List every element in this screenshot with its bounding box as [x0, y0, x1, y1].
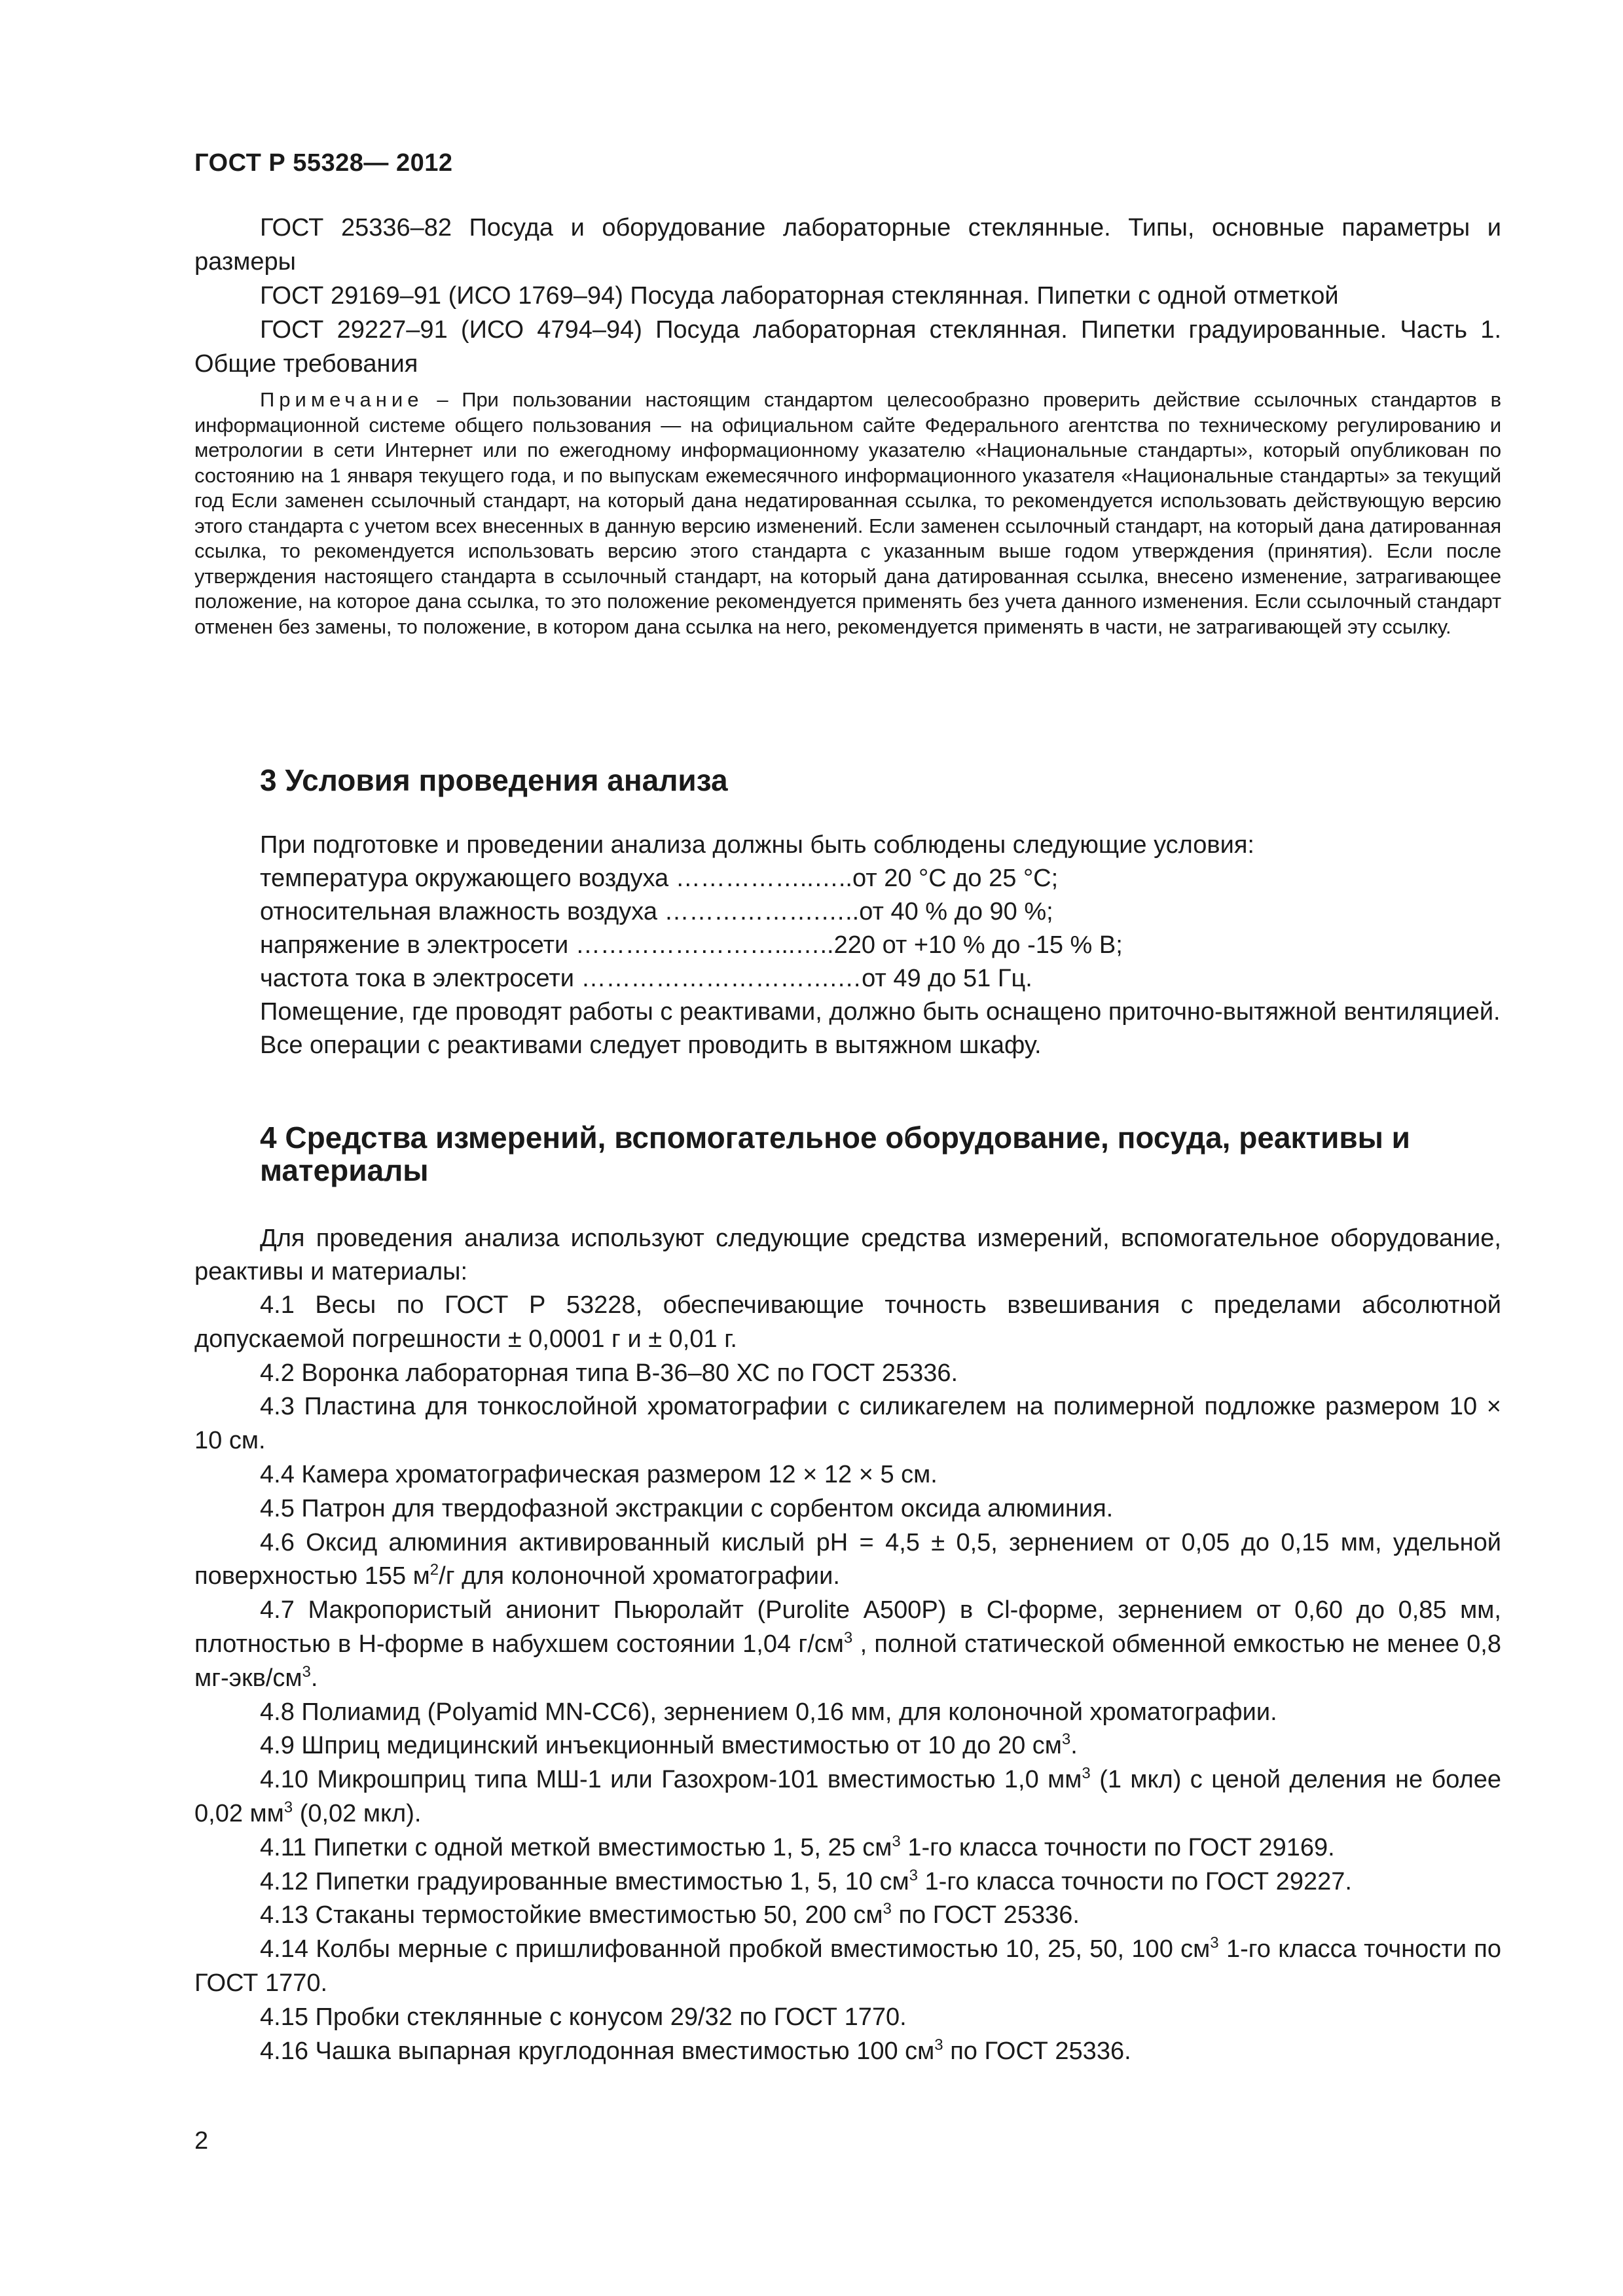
condition-item: температура окружающего воздуха ……………..…..от 20 °С до 25 °С; — [260, 865, 1059, 892]
note-block — [194, 387, 1501, 639]
superscript-exponent: 3 — [1061, 1731, 1071, 1749]
equipment-item-text: /г для колоночной хроматографии. — [439, 1562, 840, 1590]
section-3 — [194, 764, 1501, 797]
equipment-item — [194, 1865, 1501, 1899]
superscript-exponent: 3 — [283, 1798, 293, 1816]
equipment-item — [194, 1390, 1501, 1458]
reference-item: ГОСТ 29169–91 (ИСО 1769–94) Посуда лабораторная стеклянная. Пипетки с одной отметкой — [260, 282, 1339, 310]
equipment-list — [194, 1289, 1501, 2068]
superscript-exponent: 3 — [1210, 1934, 1219, 1952]
equipment-item-text: . — [310, 1664, 318, 1692]
equipment-item — [194, 2001, 1501, 2035]
condition-item: частота тока в электросети ………………………….…от 49 до 51 Гц. — [260, 965, 1032, 992]
equipment-item-text: , полной статической обменной емкостью не менее 0,8 мг-экв/см — [194, 1630, 1501, 1692]
equipment-item-text: 4.11 Пипетки с одной меткой вместимостью 1, 5, 25 см — [260, 1833, 892, 1861]
equipment-item-text: 4.8 Полиамид (Polyamid MN-CC6), зернением 0,16 мм, для колоночной хроматографии. — [260, 1698, 1277, 1726]
section-3-paragraph: Все операции с реактивами следует проводить в вытяжном шкафу. — [260, 1031, 1042, 1059]
equipment-item-text: 4.6 Оксид алюминия активированный кислый рН = 4,5 ± 0,5, зернением от 0,05 до 0,15 мм, удельной поверхностью 155 м — [194, 1528, 1501, 1590]
superscript-exponent: 3 — [1082, 1765, 1091, 1783]
superscript-exponent: 3 — [934, 2036, 943, 2054]
equipment-item-text: 1-го класса точности по ГОСТ 1770. — [194, 1935, 1501, 1997]
note-paragraph — [194, 387, 1501, 639]
equipment-item-text: 4.5 Патрон для твердофазной экстракции с сорбентом оксида алюминия. — [260, 1494, 1114, 1522]
superscript-exponent: 3 — [892, 1832, 901, 1850]
references-block — [194, 211, 1501, 381]
reference-item: ГОСТ 25336–82 Посуда и оборудование лабораторные стеклянные. Типы, основные параметры и размеры — [194, 214, 1501, 276]
section-3-title: 3 Условия проведения анализа — [260, 763, 728, 797]
equipment-item-text: (1 мкл) с ценой деления не более 0,02 мм — [194, 1766, 1502, 1827]
page-number: 2 — [194, 2127, 209, 2155]
equipment-item — [194, 1933, 1501, 2001]
section-4-intro: Для проведения анализа используют следующие средства измерений, вспомогательное оборудование, реактивы и материалы: — [194, 1225, 1501, 1285]
superscript-exponent: 3 — [883, 1900, 892, 1918]
equipment-item-text: 1-го класса точности по ГОСТ 29169. — [900, 1833, 1335, 1861]
equipment-item-text: 4.3 Пластина для тонкослойной хроматографии с силикагелем на полимерной подложке размером 10 × 10 см. — [194, 1393, 1501, 1455]
equipment-item-text: . — [1070, 1732, 1078, 1760]
equipment-item — [194, 1526, 1501, 1594]
section-3-body — [194, 829, 1501, 1062]
note-text: – При пользовании настоящим стандартом целесообразно проверить действие ссылочных стандартов в информационной системе общего пользования — на официальном сайте Федерального агентства по техническому регулированию и метрологии в сети Интернет или по ежегодному информационному указателю «Национальные стандарты», который опубликован по состоянию на 1 января текущего года, и по выпускам ежемесячного информационного указателя «Национальные стандарты» за текущий год Если заменен ссылочный стандарт, на который дана недатированная ссылка, то рекомендуется использовать действующую версию этого стандарта с учетом всех внесенных в данную версию изменений. Если заменен ссылочный стандарт, на который дана датированная ссылка, то рекомендуется использовать версию этого стандарта с указанным выше годом утверждения (принятия). Если после утверждения настоящего стандарта в ссылочный стандарт, на который дана датированная ссылка, внесено изменение, затрагивающее положение, на которое дана ссылка, то это положение рекомендуется применять без учета данного изменения. Если ссылочный стандарт отменен без замены, то положение, в котором дана ссылка на него, рекомендуется применять в части, не затрагивающей эту ссылку. — [194, 388, 1501, 638]
reference-item: ГОСТ 29227–91 (ИСО 4794–94) Посуда лабораторная стеклянная. Пипетки градуированные. Часть 1. Общие требования — [194, 316, 1501, 378]
equipment-item — [194, 1899, 1501, 1933]
section-4-body — [194, 1222, 1501, 2068]
note-label: Примечание — [260, 388, 424, 411]
equipment-item — [194, 1831, 1501, 1865]
condition-item: относительная влажность воздуха ……………….…..от 40 % до 90 %; — [260, 898, 1053, 925]
equipment-item — [194, 1729, 1501, 1763]
equipment-item-text: 4.2 Воронка лабораторная типа В-36–80 ХС по ГОСТ 25336. — [260, 1359, 958, 1387]
superscript-exponent: 2 — [429, 1561, 439, 1579]
equipment-item-text: 4.7 Макропористый анионит Пьюролайт (Purolite А500Р) в Cl-форме, зернением от 0,60 до 0,85 мм, плотностью в Н-форме в набухшем состоянии 1,04 г/см — [194, 1596, 1501, 1658]
equipment-item-text: 4.13 Стаканы термостойкие вместимостью 50, 200 см — [260, 1901, 883, 1929]
equipment-item — [194, 2035, 1501, 2069]
section-3-intro: При подготовке и проведении анализа должны быть соблюдены следующие условия: — [260, 831, 1254, 859]
equipment-item — [194, 1357, 1501, 1391]
equipment-item-text: 4.1 Весы по ГОСТ Р 53228, обеспечивающие точность взвешивания с пределами абсолютной допускаемой погрешности ± 0,0001 г и ± 0,01 г. — [194, 1291, 1501, 1353]
equipment-item-text: 4.9 Шприц медицинский инъекционный вместимостью от 10 до 20 см — [260, 1732, 1062, 1760]
superscript-exponent: 3 — [909, 1866, 918, 1884]
equipment-item-text: 4.10 Микрошприц типа МШ-1 или Газохром-101 вместимостью 1,0 мм — [260, 1766, 1082, 1794]
equipment-item-text: по ГОСТ 25336. — [891, 1901, 1080, 1929]
section-3-paragraph: Помещение, где проводят работы с реактивами, должно быть оснащено приточно-вытяжной вентиляцией. — [260, 998, 1501, 1026]
section-4 — [194, 1121, 1501, 1187]
equipment-item-text: 4.15 Пробки стеклянные с конусом 29/32 по ГОСТ 1770. — [260, 2003, 907, 2031]
equipment-item — [194, 1696, 1501, 1730]
equipment-item-text: 4.12 Пипетки градуированные вместимостью 1, 5, 10 см — [260, 1867, 909, 1895]
equipment-item — [194, 1492, 1501, 1526]
superscript-exponent: 3 — [843, 1628, 853, 1647]
equipment-item-text: (0,02 мкл). — [293, 1799, 422, 1827]
equipment-item — [194, 1763, 1501, 1831]
document-header: ГОСТ Р 55328— 2012 — [194, 149, 453, 177]
equipment-item-text: 4.14 Колбы мерные с пришлифованной пробкой вместимостью 10, 25, 50, 100 см — [260, 1935, 1211, 1964]
equipment-item — [194, 1594, 1501, 1695]
equipment-item — [194, 1458, 1501, 1492]
equipment-item-text: 4.16 Чашка выпарная круглодонная вместимостью 100 см — [260, 2037, 935, 2065]
equipment-item — [194, 1289, 1501, 1357]
condition-item: напряжение в электросети ……………………...…..220 от +10 % до -15 % В; — [260, 931, 1123, 959]
superscript-exponent: 3 — [302, 1662, 311, 1681]
equipment-item-text: по ГОСТ 25336. — [943, 2037, 1131, 2065]
section-4-title: 4 Средства измерений, вспомогательное оборудование, посуда, реактивы и материалы — [260, 1121, 1410, 1187]
equipment-item-text: 1-го класса точности по ГОСТ 29227. — [917, 1867, 1352, 1895]
equipment-item-text: 4.4 Камера хроматографическая размером 12 × 12 × 5 см. — [260, 1460, 938, 1488]
